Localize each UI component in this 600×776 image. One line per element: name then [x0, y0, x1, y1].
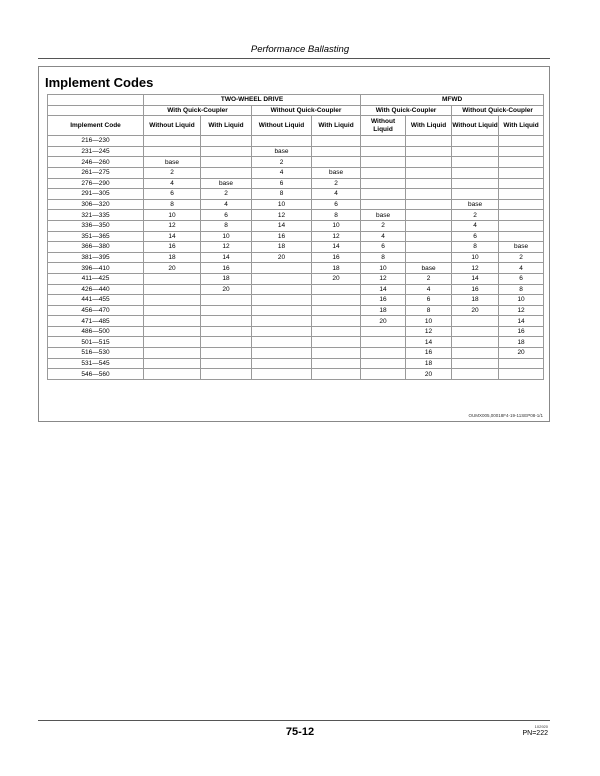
ballast-value-cell: 16	[144, 242, 201, 253]
footer-pn: PN=222	[522, 730, 548, 737]
table-row	[48, 263, 544, 274]
ballast-value-cell: 20	[201, 284, 252, 295]
column-header-with-liquid: With Liquid	[312, 116, 361, 136]
ballast-value-cell	[201, 369, 252, 380]
ballast-value-cell: base	[406, 263, 452, 274]
ballast-value-cell: base	[144, 157, 201, 168]
ballast-value-cell	[361, 189, 406, 200]
ballast-value-cell	[252, 337, 312, 348]
ballast-value-cell: 8	[312, 210, 361, 221]
ballast-value-cell	[144, 326, 201, 337]
ballast-value-cell	[144, 369, 201, 380]
ballast-value-cell: 2	[252, 157, 312, 168]
ballast-value-cell	[252, 316, 312, 327]
implement-code-cell: 381—395	[48, 252, 144, 263]
ballast-value-cell	[406, 199, 452, 210]
implement-code-cell: 306—320	[48, 199, 144, 210]
table-row	[48, 305, 544, 316]
ballast-value-cell: 18	[312, 263, 361, 274]
ballast-value-cell	[201, 295, 252, 306]
ballast-value-cell: 8	[499, 284, 544, 295]
ballast-value-cell: 18	[452, 295, 499, 306]
ballast-value-cell	[312, 284, 361, 295]
ballast-value-cell	[499, 167, 544, 178]
ballast-value-cell: base	[499, 242, 544, 253]
ballast-value-cell	[452, 348, 499, 359]
ballast-value-cell: 14	[406, 337, 452, 348]
ballast-value-cell: 4	[201, 199, 252, 210]
ballast-value-cell	[499, 210, 544, 221]
subgroup-header-mfwd-without-coupler: Without Quick-Coupler	[452, 105, 544, 116]
ballast-value-cell: 4	[144, 178, 201, 189]
ballast-value-cell: 14	[361, 284, 406, 295]
ballast-value-cell: 10	[312, 220, 361, 231]
ballast-value-cell	[361, 358, 406, 369]
implement-code-cell: 471—485	[48, 316, 144, 327]
ballast-value-cell: 2	[361, 220, 406, 231]
ballast-value-cell	[406, 136, 452, 147]
ballast-value-cell: 6	[201, 210, 252, 221]
ballast-value-cell	[144, 305, 201, 316]
ballast-value-cell: 2	[312, 178, 361, 189]
column-header-implement-code: Implement Code	[48, 116, 144, 136]
ballast-value-cell: 10	[144, 210, 201, 221]
ballast-value-cell: 16	[452, 284, 499, 295]
ballast-value-cell	[144, 284, 201, 295]
ballast-value-cell	[452, 146, 499, 157]
implement-code-cell: 336—350	[48, 220, 144, 231]
implement-code-cell: 411—425	[48, 273, 144, 284]
ballast-value-cell: 16	[361, 295, 406, 306]
group-header-two-wheel-drive: TWO-WHEEL DRIVE	[144, 95, 361, 106]
table-row	[48, 220, 544, 231]
implement-code-cell: 276—290	[48, 178, 144, 189]
ballast-value-cell	[452, 157, 499, 168]
ballast-value-cell: 8	[201, 220, 252, 231]
ballast-value-cell	[252, 326, 312, 337]
ballast-value-cell	[499, 157, 544, 168]
ballast-value-cell: 16	[252, 231, 312, 242]
implement-code-cell: 426—440	[48, 284, 144, 295]
ballast-value-cell	[312, 295, 361, 306]
ballast-value-cell: 16	[406, 348, 452, 359]
ballast-value-cell: 18	[406, 358, 452, 369]
subgroup-header-mfwd-with-coupler: With Quick-Coupler	[361, 105, 452, 116]
ballast-value-cell: 6	[499, 273, 544, 284]
ballast-value-cell: 2	[144, 167, 201, 178]
ballast-value-cell: 6	[144, 189, 201, 200]
table-row	[48, 348, 544, 359]
implement-code-cell: 501—515	[48, 337, 144, 348]
ballast-value-cell	[406, 231, 452, 242]
ballast-value-cell	[406, 167, 452, 178]
ballast-value-cell	[312, 326, 361, 337]
implement-code-cell: 246—260	[48, 157, 144, 168]
table-row	[48, 178, 544, 189]
group-header-mfwd: MFWD	[361, 95, 544, 106]
panel-title: Implement Codes	[45, 75, 154, 90]
ballast-value-cell	[144, 337, 201, 348]
ballast-value-cell	[144, 295, 201, 306]
table-row	[48, 273, 544, 284]
ballast-value-cell	[144, 348, 201, 359]
ballast-value-cell: 10	[361, 263, 406, 274]
table-row	[48, 231, 544, 242]
ballast-value-cell: 6	[361, 242, 406, 253]
ballast-value-cell	[452, 358, 499, 369]
ballast-value-cell: 4	[312, 189, 361, 200]
ballast-value-cell: 10	[201, 231, 252, 242]
implement-code-cell: 261—275	[48, 167, 144, 178]
ballast-value-cell: 4	[361, 231, 406, 242]
ballast-value-cell	[312, 136, 361, 147]
ballast-value-cell	[452, 337, 499, 348]
table-row	[48, 199, 544, 210]
implement-code-cell: 291—305	[48, 189, 144, 200]
ballast-value-cell	[201, 167, 252, 178]
page-number: 75-12	[285, 726, 315, 738]
ballast-value-cell: 20	[499, 348, 544, 359]
ballast-value-cell: 10	[406, 316, 452, 327]
ballast-value-cell	[312, 157, 361, 168]
ballast-value-cell: 18	[361, 305, 406, 316]
ballast-value-cell	[406, 242, 452, 253]
ballast-value-cell	[361, 348, 406, 359]
ballast-value-cell	[252, 358, 312, 369]
ballast-value-cell	[406, 178, 452, 189]
ballast-value-cell: 12	[361, 273, 406, 284]
ballast-value-cell	[201, 146, 252, 157]
ballast-value-cell	[312, 305, 361, 316]
running-header: Performance Ballasting	[250, 44, 350, 55]
ballast-value-cell: 20	[361, 316, 406, 327]
ballast-value-cell: 12	[499, 305, 544, 316]
ballast-value-cell: 12	[144, 220, 201, 231]
table-row	[48, 146, 544, 157]
ballast-value-cell	[252, 284, 312, 295]
ballast-value-cell: 8	[252, 189, 312, 200]
ballast-value-cell	[252, 295, 312, 306]
table-row	[48, 326, 544, 337]
implement-code-cell: 546—560	[48, 369, 144, 380]
ballast-value-cell	[452, 189, 499, 200]
ballast-value-cell: 18	[144, 252, 201, 263]
implement-code-cell: 321—335	[48, 210, 144, 221]
table-row	[48, 136, 544, 147]
table-row	[48, 157, 544, 168]
column-header-without-liquid: Without Liquid	[252, 116, 312, 136]
ballast-value-cell: 10	[499, 295, 544, 306]
implement-code-cell: 396—410	[48, 263, 144, 274]
table-row	[48, 337, 544, 348]
table-row	[48, 189, 544, 200]
ballast-value-cell	[201, 157, 252, 168]
ballast-value-cell	[144, 146, 201, 157]
ballast-value-cell: 12	[201, 242, 252, 253]
ballast-value-cell: 6	[452, 231, 499, 242]
ballast-value-cell	[361, 337, 406, 348]
ballast-value-cell: 16	[312, 252, 361, 263]
header-divider	[38, 58, 550, 59]
ballast-value-cell	[452, 136, 499, 147]
ballast-value-cell: 8	[406, 305, 452, 316]
ballast-value-cell: base	[312, 167, 361, 178]
ballast-value-cell	[499, 146, 544, 157]
subgroup-header-twd-with-coupler: With Quick-Coupler	[144, 105, 252, 116]
ballast-value-cell	[406, 220, 452, 231]
table-row	[48, 167, 544, 178]
ballast-value-cell	[252, 273, 312, 284]
footer-divider	[38, 720, 550, 721]
ballast-value-cell: 14	[201, 252, 252, 263]
ballast-value-cell	[252, 369, 312, 380]
ballast-value-cell	[452, 369, 499, 380]
ballast-value-cell: 10	[452, 252, 499, 263]
column-header-with-liquid: With Liquid	[406, 116, 452, 136]
subgroup-header-twd-without-coupler: Without Quick-Coupler	[252, 105, 361, 116]
ballast-value-cell: 10	[252, 199, 312, 210]
ballast-value-cell	[361, 167, 406, 178]
column-header-without-liquid: Without Liquid	[361, 116, 406, 136]
ballast-value-cell	[499, 220, 544, 231]
ballast-value-cell	[361, 146, 406, 157]
ballast-value-cell: 8	[361, 252, 406, 263]
ballast-value-cell	[406, 157, 452, 168]
ballast-value-cell	[144, 273, 201, 284]
ballast-value-cell: 14	[312, 242, 361, 253]
ballast-value-cell: 4	[252, 167, 312, 178]
ballast-value-cell: 14	[499, 316, 544, 327]
ballast-value-cell: 12	[406, 326, 452, 337]
implement-code-cell: 531—545	[48, 358, 144, 369]
ballast-value-cell: 18	[499, 337, 544, 348]
ballast-value-cell: 6	[312, 199, 361, 210]
ballast-value-cell: 14	[252, 220, 312, 231]
implement-code-cell: 231—245	[48, 146, 144, 157]
ballast-value-cell: 2	[452, 210, 499, 221]
ballast-value-cell: 20	[312, 273, 361, 284]
ballast-value-cell	[312, 146, 361, 157]
ballast-value-cell: 16	[499, 326, 544, 337]
reference-id: OUMX005,00018F4-19-11SEP08-1/1	[468, 413, 543, 418]
ballast-value-cell: 6	[406, 295, 452, 306]
ballast-value-cell	[201, 337, 252, 348]
implement-code-cell: 456—470	[48, 305, 144, 316]
ballast-value-cell: 8	[452, 242, 499, 253]
ballast-value-cell	[312, 316, 361, 327]
ballast-value-cell	[406, 189, 452, 200]
ballast-value-cell	[406, 252, 452, 263]
ballast-value-cell: 20	[452, 305, 499, 316]
ballast-value-cell: 2	[406, 273, 452, 284]
ballast-value-cell: 14	[452, 273, 499, 284]
ballast-value-cell	[499, 199, 544, 210]
ballast-value-cell	[499, 178, 544, 189]
ballast-value-cell	[312, 337, 361, 348]
ballast-value-cell: 6	[252, 178, 312, 189]
ballast-value-cell	[499, 358, 544, 369]
ballast-value-cell	[201, 326, 252, 337]
ballast-value-cell	[252, 263, 312, 274]
column-header-with-liquid: With Liquid	[499, 116, 544, 136]
implement-code-cell: 486—500	[48, 326, 144, 337]
ballast-value-cell: 4	[499, 263, 544, 274]
ballast-value-cell	[452, 167, 499, 178]
ballast-value-cell	[144, 358, 201, 369]
ballast-value-cell	[406, 146, 452, 157]
ballast-value-cell	[312, 348, 361, 359]
table-row	[48, 316, 544, 327]
ballast-value-cell	[452, 178, 499, 189]
ballast-value-cell	[201, 136, 252, 147]
ballast-value-cell	[499, 369, 544, 380]
ballast-value-cell: 12	[252, 210, 312, 221]
ballast-value-cell: 20	[144, 263, 201, 274]
ballast-value-cell	[361, 157, 406, 168]
ballast-value-cell: base	[361, 210, 406, 221]
implement-code-cell: 216—230	[48, 136, 144, 147]
footer-code: 102920	[534, 724, 548, 729]
ballast-value-cell: base	[452, 199, 499, 210]
ballast-value-cell	[499, 189, 544, 200]
ballast-value-cell	[406, 210, 452, 221]
ballast-value-cell	[252, 136, 312, 147]
ballast-value-cell: 12	[312, 231, 361, 242]
table-row	[48, 252, 544, 263]
implement-code-cell: 441—455	[48, 295, 144, 306]
column-header-without-liquid: Without Liquid	[144, 116, 201, 136]
ballast-value-cell	[452, 316, 499, 327]
implement-codes-panel	[38, 66, 550, 422]
implement-codes-table	[47, 94, 544, 380]
ballast-value-cell	[499, 136, 544, 147]
column-header-with-liquid: With Liquid	[201, 116, 252, 136]
ballast-value-cell	[201, 316, 252, 327]
corner-cell	[48, 105, 144, 116]
implement-code-cell: 366—380	[48, 242, 144, 253]
ballast-value-cell	[144, 316, 201, 327]
ballast-value-cell	[452, 326, 499, 337]
ballast-value-cell	[361, 326, 406, 337]
ballast-value-cell: 4	[452, 220, 499, 231]
ballast-value-cell	[361, 178, 406, 189]
ballast-value-cell: 20	[406, 369, 452, 380]
table-row	[48, 358, 544, 369]
ballast-value-cell	[144, 136, 201, 147]
ballast-value-cell: 18	[201, 273, 252, 284]
ballast-value-cell	[201, 348, 252, 359]
ballast-value-cell: 20	[252, 252, 312, 263]
ballast-value-cell	[312, 369, 361, 380]
table-row	[48, 242, 544, 253]
implement-code-cell: 516—530	[48, 348, 144, 359]
ballast-value-cell: 14	[144, 231, 201, 242]
ballast-value-cell	[361, 199, 406, 210]
ballast-value-cell	[201, 358, 252, 369]
ballast-value-cell: 16	[201, 263, 252, 274]
ballast-value-cell: 18	[252, 242, 312, 253]
ballast-value-cell: 12	[452, 263, 499, 274]
ballast-value-cell	[201, 305, 252, 316]
ballast-value-cell	[361, 136, 406, 147]
ballast-value-cell: 2	[201, 189, 252, 200]
table-row	[48, 295, 544, 306]
implement-code-cell: 351—365	[48, 231, 144, 242]
ballast-value-cell	[252, 305, 312, 316]
ballast-value-cell: 8	[144, 199, 201, 210]
ballast-value-cell	[252, 348, 312, 359]
ballast-value-cell: 2	[499, 252, 544, 263]
table-row	[48, 369, 544, 380]
ballast-value-cell: 4	[406, 284, 452, 295]
ballast-value-cell	[499, 231, 544, 242]
ballast-value-cell	[361, 369, 406, 380]
ballast-value-cell: base	[252, 146, 312, 157]
table-row	[48, 210, 544, 221]
table-row	[48, 284, 544, 295]
column-header-without-liquid: Without Liquid	[452, 116, 499, 136]
table-body	[48, 136, 544, 380]
ballast-value-cell: base	[201, 178, 252, 189]
ballast-value-cell	[312, 358, 361, 369]
corner-cell	[48, 95, 144, 106]
